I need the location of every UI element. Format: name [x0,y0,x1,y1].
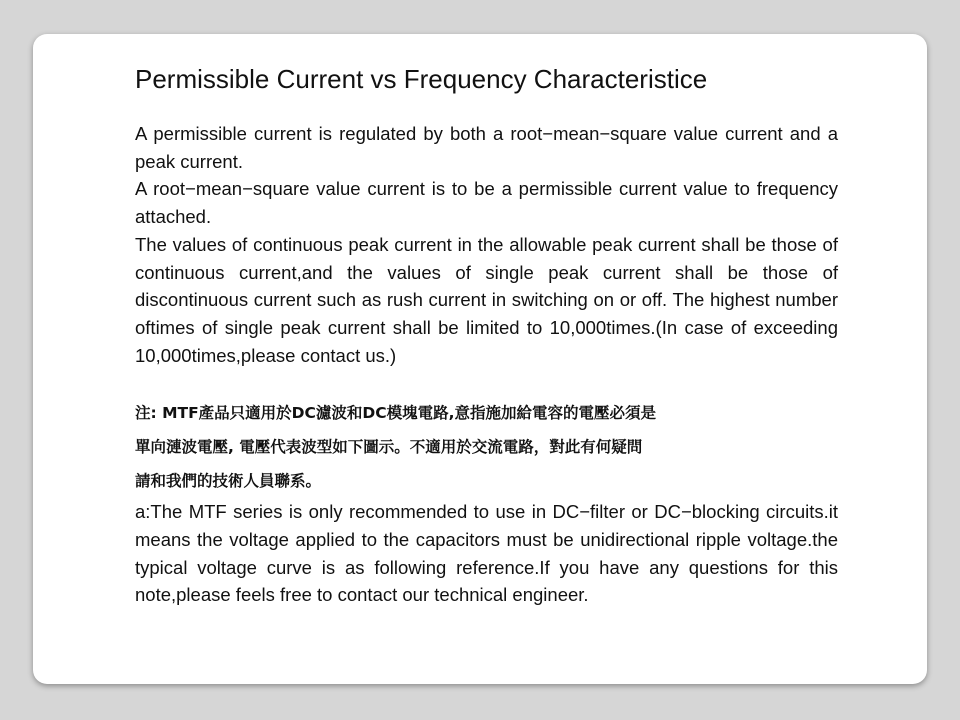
note-cn-line-2: 單向漣波電壓, 電壓代表波型如下圖示。不適用於交流電路，對此有何疑問 [135,438,643,457]
note-en: a:The MTF series is only recommended to use in DC−filter or DC−blocking circuits.it means the voltage applied to the capacitors must be unidirectional ripple voltage.the typical voltage curve is as following reference.If you have any questions for this note,please feels free to contact our technical engineer. [135,501,838,606]
page-title: Permissible Current vs Frequency Characteristice [135,64,708,94]
paragraph-peak-current: The values of continuous peak current in the allowable peak current shall be those of continuous current,and the values of single peak current shall be those of discontinuous current such as rush current in switching on or off. The highest number oftimes of single peak current shall be limited to 10,000times.(In case of exceeding 10,000times,please contact us.) [135,233,838,366]
paragraph-rms-frequency: A root−mean−square value current is to be a permissible current value to frequency attached. [135,178,838,228]
spacer [135,369,838,396]
note-cn-line-1: 注: MTF產品只適用於DC濾波和DC模塊電路,意指施加給電容的電壓必須是 [135,404,657,423]
slide-card [33,34,927,684]
paragraph-rms-peak: A permissible current is regulated by both a root−mean−square value current and a peak current. [135,123,838,172]
note-cn-line-3: 請和我們的技術人員聯系。 [135,472,322,491]
slide-content [135,58,838,609]
